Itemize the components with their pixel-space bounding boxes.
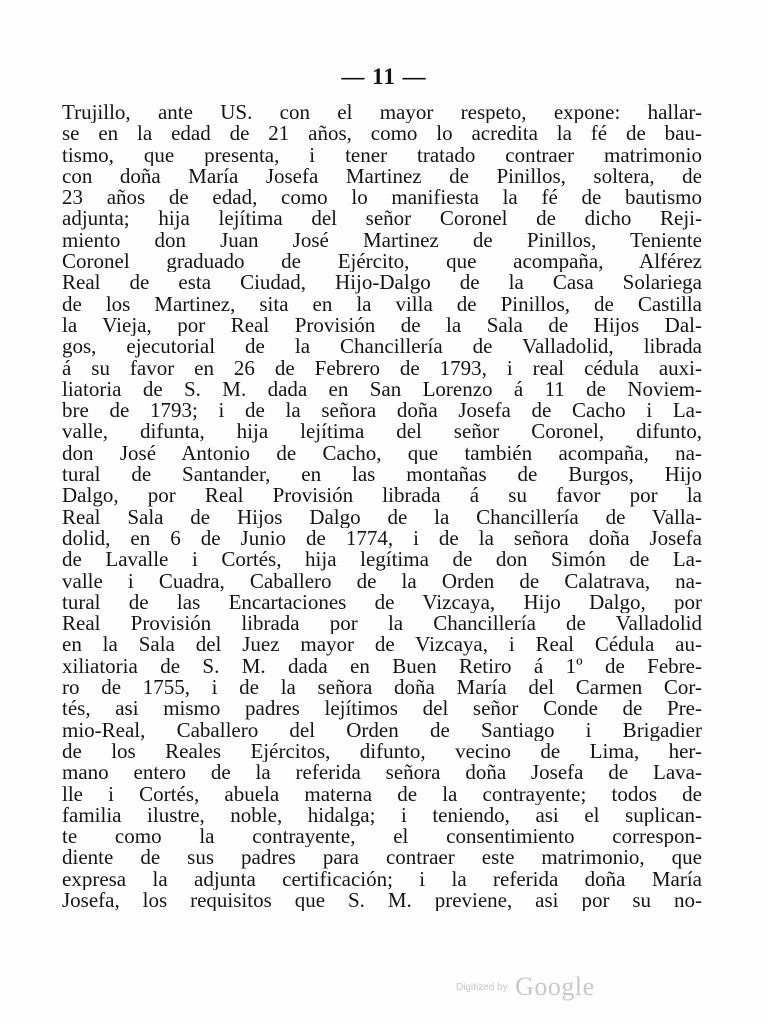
text-line: gos, ejecutorial de la Chancillería de Valladolid, librada [62,336,702,358]
text-line: de los Martinez, sita en la villa de Pinillos, de Castilla [62,293,702,315]
text-line: bre de 1793; i de la señora doña Josefa de Cacho i La- [62,400,702,422]
text-line: xiliatoria de S. M. dada en Buen Retiro á 1º de Febre- [62,655,702,678]
text-line: adjunta; hija lejítima del señor Coronel de dicho Reji- [62,208,702,230]
text-line: Real Sala de Hijos Dalgo de la Chancillería de Valla- [62,506,702,528]
text-line: Real de esta Ciudad, Hijo-Dalgo de la Casa Solariega [62,272,702,294]
text-line: mano entero de la referida señora doña Josefa de Lava- [62,762,702,784]
digitized-by-google-watermark [456,972,595,1002]
text-line: con doña María Josefa Martinez de Pinillos, soltera, de [62,165,702,188]
page-number: — 11 — [341,64,427,89]
text-line: dolid, en 6 de Junio de 1774, i de la señora doña Josefa [62,527,702,550]
text-line: la Vieja, por Real Provisión de la Sala de Hijos Dal- [62,314,702,337]
text-line: liatoria de S. M. dada en San Lorenzo á 11 de Noviem- [62,378,702,401]
text-line: Coronel graduado de Ejército, que acompaña, Alférez [62,251,702,273]
text-line: de Lavalle i Cortés, hija legítima de don Simón de La- [62,549,702,571]
text-line: 23 años de edad, como lo manifiesta la fé de bautismo [62,187,702,209]
text-line: tural de Santander, en las montañas de Burgos, Hijo [62,464,702,486]
text-line: tural de las Encartaciones de Vizcaya, Hijo Dalgo, por [62,591,702,614]
text-line: tés, asi mismo padres lejítimos del señor Conde de Pre- [62,698,702,720]
text-line: en la Sala del Juez mayor de Vizcaya, i Real Cédula au- [62,634,702,656]
text-line: te como la contrayente, el consentimiento correspon- [62,826,702,848]
body-text [62,102,702,911]
text-line: se en la edad de 21 años, como lo acredita la fé de bau- [62,123,702,145]
text-line: Dalgo, por Real Provisión librada á su favor por la [62,485,702,507]
text-line: valle, difunta, hija lejítima del señor Coronel, difunto, [62,421,702,443]
text-line: miento don Juan José Martinez de Pinillos, Teniente [62,229,702,252]
text-line: Trujillo, ante US. con el mayor respeto, expone: hallar- [62,102,702,124]
text-line: valle i Cuadra, Caballero de la Orden de Calatrava, na- [62,570,702,592]
text-line: diente de sus padres para contraer este matrimonio, que [62,847,702,869]
text-line: tismo, que presenta, i tener tratado contraer matrimonio [62,144,702,166]
text-line: expresa la adjunta certificación; i la referida doña María [62,868,702,890]
text-line: Real Provisión librada por la Chancillería de Valladolid [62,613,702,635]
text-line: de los Reales Ejércitos, difunto, vecino de Lima, her- [62,740,702,763]
text-line: Josefa, los requisitos que S. M. previene, asi por su no- [62,889,702,912]
text-line: familia ilustre, noble, hidalga; i teniendo, asi el suplican- [62,804,702,827]
google-logo: Google [515,972,595,1001]
text-line: mio-Real, Caballero del Orden de Santiago i Brigadier [62,719,702,741]
watermark-prefix: Digitized by [456,981,508,993]
text-line: don José Antonio de Cacho, que también acompaña, na- [62,442,702,465]
text-line: lle i Cortés, abuela materna de la contrayente; todos de [62,783,702,805]
text-line: ro de 1755, i de la señora doña María del Carmen Cor- [62,677,702,699]
text-line: á su favor en 26 de Febrero de 1793, i real cédula auxi- [62,357,702,379]
